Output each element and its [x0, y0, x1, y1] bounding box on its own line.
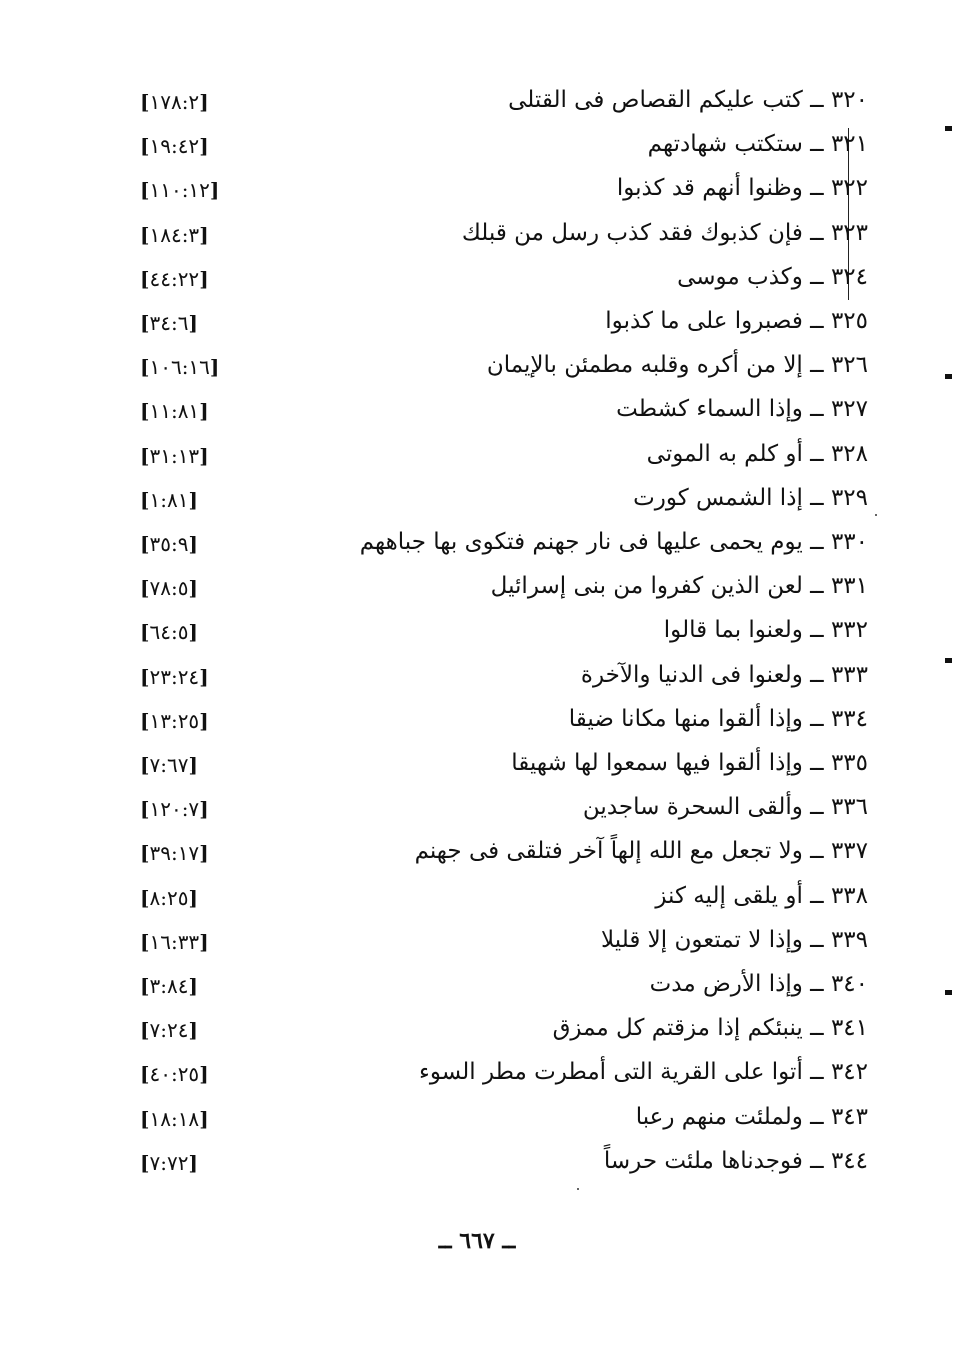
index-entry [0, 920, 954, 964]
verse-reference: [٧٨:٥] [140, 576, 198, 601]
verse-text: ٣٣٧ ــ ولا تجعل مع الله إلهاً آخر فتلقى فى جهنم [414, 838, 868, 865]
reference-value: ٧:٢٤ [149, 1018, 189, 1043]
index-entry [0, 389, 954, 433]
verse-text: ٣٤١ ــ ينبئكم إذا مزقتم كل ممزق [552, 1015, 868, 1042]
verse-reference: [٣١:١٣] [140, 443, 209, 468]
verse-text: ٣٢٥ ــ فصبروا على ما كذبوا [605, 308, 868, 334]
reference-value: ١٣:٢٥ [149, 708, 200, 733]
verse-text: ٣٣٤ ــ وإذا ألقوا منها مكانا ضيقا [568, 705, 868, 732]
index-entry [0, 1097, 954, 1141]
index-entry [0, 831, 954, 875]
verse-text: ٣٢٩ ــ إذا الشمس كورت [633, 484, 868, 511]
reference-value: ١٠٦:١٦ [149, 355, 210, 380]
page-number: ــ ٦٦٧ ــ [438, 1228, 516, 1254]
verse-reference: [٧:٦٧] [140, 753, 198, 777]
verse-text: ٣٣٥ ــ وإذا ألقوا فيها سمعوا لها شهيقا [511, 750, 868, 776]
verse-text: ٣٢٧ ــ وإذا السماء كشطت [616, 396, 868, 423]
reference-value: ٤٠:٢٥ [149, 1062, 200, 1087]
stray-dot [577, 1188, 579, 1190]
verse-reference: [١٨٤:٣] [140, 222, 209, 247]
verse-reference: [١٢٠:٧] [140, 797, 209, 822]
verse-text: ٣٣١ ــ لعن الذين كفروا من بنى إسرائيل [490, 573, 868, 600]
reference-value: ٧:٧٢ [149, 1150, 189, 1175]
verse-text: ٣٢٨ ــ أو كلم به الموتى [646, 440, 868, 467]
index-entry [0, 1141, 954, 1185]
verse-text: ٣٣٩ ــ وإذا لا تمتعون إلا قليلا [601, 926, 868, 953]
verse-text: ٣٢١ ــ ستكتب شهادتهم [647, 131, 868, 158]
reference-value: ٣٩:١٧ [149, 841, 200, 866]
reference-value: ٧٨:٥ [149, 576, 189, 601]
verse-reference: [٣:٨٤] [140, 974, 198, 998]
index-entry [0, 80, 954, 124]
index-entry [0, 1052, 954, 1096]
verse-reference: [٧:٧٢] [140, 1150, 198, 1175]
verse-text: ٣٤٤ ــ فوجدناها ملئت حرساً [603, 1147, 868, 1174]
verse-reference: [٣٥:٩] [140, 532, 198, 556]
reference-value: ١٨٤:٣ [149, 222, 200, 247]
verse-text: ٣٢٢ ــ وظنوا أنهم قد كذبوا [616, 175, 868, 202]
index-entry [0, 213, 954, 257]
verse-text: ٣٢٠ ــ كتب عليكم القصاص فى القتلى [508, 87, 868, 113]
index-entry [0, 257, 954, 301]
verse-reference: [١٩:٤٢] [140, 134, 209, 159]
verse-text: ٣٢٣ ــ فإن كذبوك فقد كذب رسل من قبلك [461, 219, 868, 246]
reference-value: ٣:٨٤ [149, 974, 189, 998]
index-entry [0, 655, 954, 699]
verse-text: ٣٣٢ ــ ولعنوا بما قالوا [663, 617, 868, 644]
verse-reference: [٢٣:٢٤] [140, 664, 209, 689]
verse-reference: [١٣:٢٥] [140, 708, 209, 733]
reference-value: ١٢٠:٧ [149, 797, 200, 822]
verse-reference: [١٦:٣٣] [140, 929, 209, 954]
verse-reference: [٦٤:٥] [140, 620, 198, 645]
verse-text: ٣٣٣ ــ ولعنوا فى الدنيا والآخرة [580, 661, 868, 688]
reference-value: ٦٤:٥ [149, 620, 189, 645]
verse-text: ٣٣٦ ــ وألقى السحرة ساجدين [582, 794, 868, 821]
index-entry [0, 301, 954, 345]
index-entry [0, 124, 954, 168]
verse-reference: [١٧٨:٢] [140, 90, 209, 114]
verse-reference: [٧:٢٤] [140, 1018, 198, 1043]
verse-text: ٣٢٤ ــ وكذب موسى [677, 263, 868, 290]
verse-reference: [١٠٦:١٦] [140, 355, 220, 380]
verse-text: ٣٤٠ ــ وإذا الأرض مدت [649, 971, 868, 997]
reference-value: ٤٤:٢٢ [149, 266, 200, 291]
verse-reference: [٣٩:١٧] [140, 841, 209, 866]
index-entry [0, 610, 954, 654]
index-entry [0, 434, 954, 478]
verse-reference: [٤٤:٢٢] [140, 266, 209, 291]
verse-reference: [١٨:١٨] [140, 1106, 209, 1131]
verse-reference: [٨:٢٥] [140, 885, 198, 910]
index-entry [0, 345, 954, 389]
index-entry [0, 522, 954, 566]
reference-value: ١١:٨١ [149, 399, 200, 424]
reference-value: ١٦:٣٣ [149, 929, 200, 954]
reference-value: ٣٥:٩ [149, 532, 189, 556]
verse-reference: [١١:٨١] [140, 399, 209, 424]
index-entry [0, 699, 954, 743]
index-entry [0, 743, 954, 787]
verse-text: ٣٤٣ ــ ولملئت منهم رعبا [635, 1103, 868, 1130]
index-entry [0, 566, 954, 610]
index-entry [0, 478, 954, 522]
reference-value: ٣١:١٣ [149, 443, 200, 468]
verse-reference: [٤٠:٢٥] [140, 1062, 209, 1087]
index-entry [0, 787, 954, 831]
reference-value: ١٧٨:٢ [149, 90, 200, 114]
reference-value: ١٩:٤٢ [149, 134, 200, 159]
index-entry [0, 964, 954, 1008]
reference-value: ١٨:١٨ [149, 1106, 200, 1131]
index-entry [0, 1008, 954, 1052]
reference-value: ٧:٦٧ [149, 753, 189, 777]
verse-reference: [١:٨١] [140, 487, 198, 512]
reference-value: ٨:٢٥ [149, 885, 189, 910]
verse-text: ٣٢٦ ــ إلا من أكره وقلبه مطمئن بالإيمان [486, 352, 868, 379]
verse-text: ٣٣٠ ــ يوم يحمى عليها فى نار جهنم فتكوى بها جباههم [359, 529, 868, 555]
index-entry [0, 168, 954, 212]
index-entry [0, 876, 954, 920]
verse-reference: [٣٤:٦] [140, 311, 198, 335]
reference-value: ٢٣:٢٤ [149, 664, 200, 689]
reference-value: ١:٨١ [149, 487, 189, 512]
verse-reference: [١١٠:١٢] [140, 178, 220, 203]
verse-text: ٣٤٢ ــ أتوا على القرية التى أمطرت مطر السوء [419, 1059, 868, 1086]
reference-value: ١١٠:١٢ [149, 178, 210, 203]
verse-text: ٣٣٨ ــ أو يلقى إليه كنز [655, 882, 868, 909]
reference-value: ٣٤:٦ [149, 311, 189, 335]
